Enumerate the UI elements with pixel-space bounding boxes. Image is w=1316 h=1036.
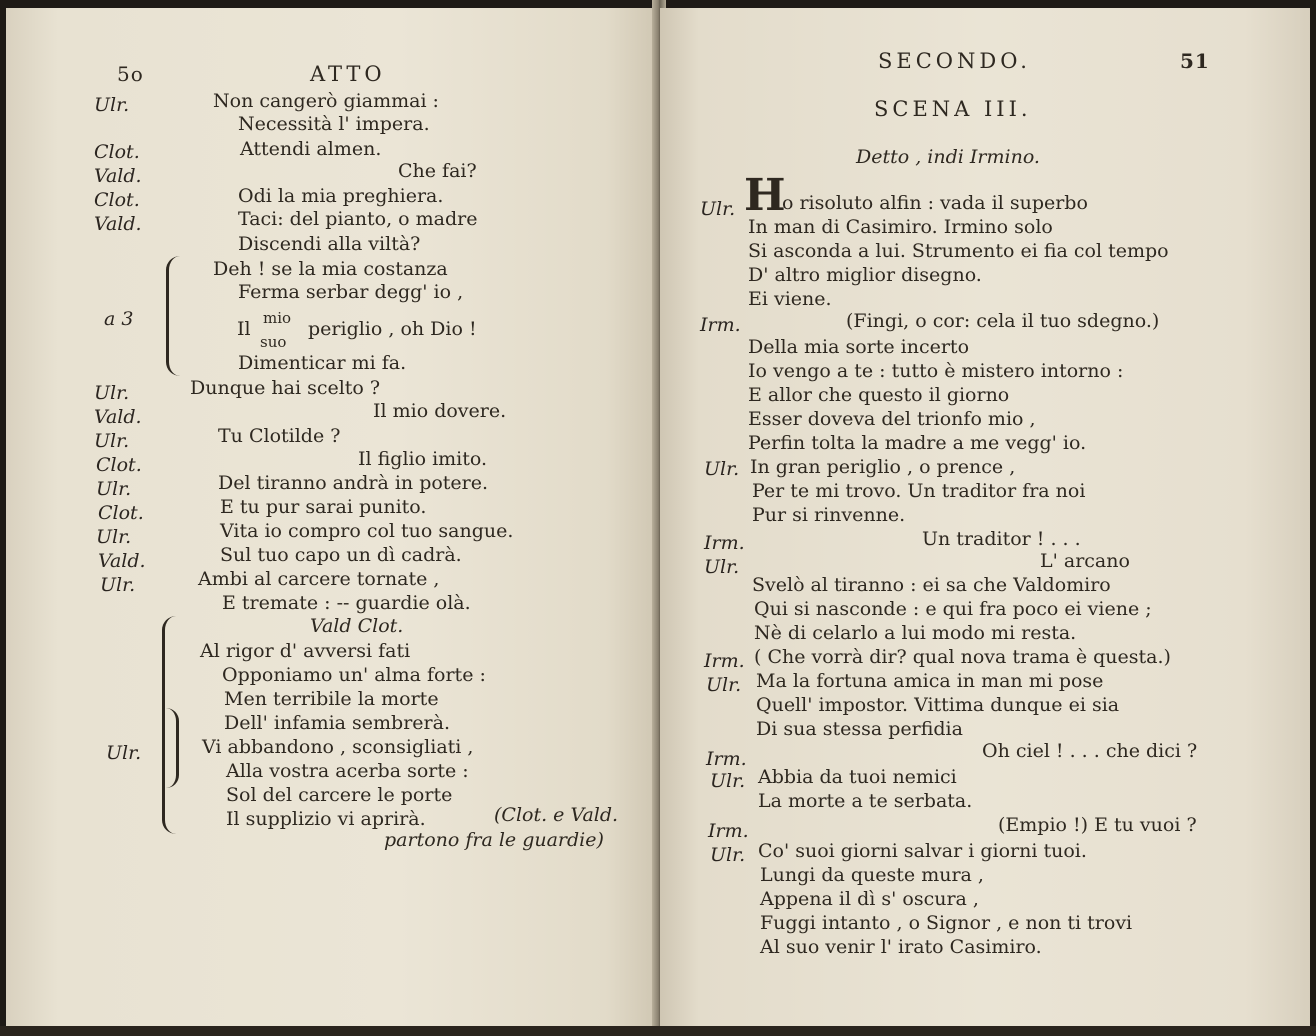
verse-line: Si asconda a lui. Strumento ei fia col tempo (748, 240, 1169, 262)
verse-line: Dimenticar mi fa. (238, 352, 407, 374)
verse-line: Opponiamo un' alma forte : (222, 664, 486, 686)
verse-line: In gran periglio , o prence , (750, 456, 1016, 478)
right-running-head: SECONDO. (878, 49, 1031, 73)
verse-line: Lungi da queste mura , (760, 864, 984, 886)
verse-line: Odi la mia preghiera. (238, 185, 444, 207)
speaker-label: Ulr. (106, 742, 142, 764)
verse-line: Men terribile la morte (224, 688, 439, 710)
verse-line: Oh ciel ! . . . che dici ? (982, 740, 1198, 762)
verse-line: Sul tuo capo un dì cadrà. (220, 544, 462, 566)
verse-line: Deh ! se la mia costanza (213, 258, 448, 280)
verse-line: Fuggi intanto , o Signor , e non ti trovi (760, 912, 1133, 934)
right-folio: 51 (1180, 49, 1210, 73)
verse-line: Necessità l' impera. (238, 113, 430, 135)
verse-line: Discendi alla viltà? (238, 233, 421, 255)
stage-direction: Vald Clot. (310, 615, 404, 637)
verse-line: periglio , oh Dio ! (308, 318, 477, 340)
speaker-label: Ulr. (710, 770, 746, 792)
verse-line: Il supplizio vi aprirà. (226, 808, 426, 830)
verse-line: D' altro miglior disegno. (748, 264, 982, 286)
left-brace (166, 256, 183, 376)
stage-direction: partono fra le guardie) (384, 829, 604, 851)
verse-line: Nè di celarlo a lui modo mi resta. (754, 622, 1077, 644)
verse-line: Al rigor d' avversi fati (200, 640, 411, 662)
speaker-label: Vald. (98, 550, 146, 572)
verse-line: Della mia sorte incerto (748, 336, 970, 358)
verse-line: Il figlio imito. (358, 448, 488, 470)
left-running-head: ATTO (310, 62, 386, 86)
verse-line: Ferma serbar degg' io , (238, 281, 464, 303)
speaker-label: Ulr. (704, 556, 740, 578)
verse-line: Appena il dì s' oscura , (760, 888, 979, 910)
verse-line: Di sua stessa perfidia (756, 718, 963, 740)
verse-line: (Empio !) E tu vuoi ? (998, 814, 1197, 836)
verse-line: Abbia da tuoi nemici (758, 766, 957, 788)
verse-line: Un traditor ! . . . (922, 528, 1081, 550)
mio-word: mio (263, 309, 292, 327)
verse-line: E tremate : -- guardie olà. (222, 592, 471, 614)
drop-cap: H (744, 170, 786, 221)
verse-line: Qui si nasconde : e qui fra poco ei viene ; (754, 598, 1152, 620)
a3-label: a 3 (104, 308, 134, 330)
speaker-label: Ulr. (96, 526, 132, 548)
verse-line: Sol del carcere le porte (226, 784, 453, 806)
verse-line: o risoluto alfin : vada il superbo (782, 192, 1088, 214)
speaker-label: Ulr. (96, 478, 132, 500)
verse-line: Perfin tolta la madre a me vegg' io. (748, 432, 1087, 454)
speaker-label: Vald. (94, 213, 142, 235)
verse-line: E tu pur sarai punito. (220, 496, 427, 518)
verse-line: Attendi almen. (240, 138, 382, 160)
verse-line: Alla vostra acerba sorte : (226, 760, 469, 782)
verse-line: Ma la fortuna amica in man mi pose (756, 670, 1104, 692)
ulr-brace (166, 708, 179, 788)
suo-word: suo (260, 333, 287, 351)
speaker-label: Clot. (94, 141, 140, 163)
verse-line: Al suo venir l' irato Casimiro. (760, 936, 1042, 958)
speaker-label: Vald. (94, 165, 142, 187)
verse-line: Il mio dovere. (373, 400, 507, 422)
verse-line: ( Che vorrà dir? qual nova trama è questa.) (754, 646, 1171, 668)
verse-line: Pur si rinvenne. (752, 504, 906, 526)
verse-line: Taci: del pianto, o madre (238, 208, 478, 230)
stage-direction: Detto , indi Irmino. (856, 146, 1040, 168)
verse-line: Tu Clotilde ? (218, 425, 341, 447)
speaker-label: Irm. (704, 650, 745, 672)
verse-line: (Fingi, o cor: cela il tuo sdegno.) (846, 310, 1160, 332)
verse-line: Dunque hai scelto ? (190, 377, 381, 399)
speaker-label: Irm. (704, 532, 745, 554)
left-folio: 5o (117, 62, 144, 86)
verse-line: Svelò al tiranno : ei sa che Valdomiro (752, 574, 1111, 596)
verse-line: Co' suoi giorni salvar i giorni tuoi. (758, 840, 1087, 862)
verse-line: Quell' impostor. Vittima dunque ei sia (756, 694, 1120, 716)
verse-line: Del tiranno andrà in potere. (218, 472, 489, 494)
speaker-label: Clot. (98, 502, 144, 524)
speaker-label: Ulr. (704, 458, 740, 480)
verse-line: Ambi al carcere tornate , (198, 568, 440, 590)
verse-line: Dell' infamia sembrerà. (224, 712, 450, 734)
speaker-label: Ulr. (710, 844, 746, 866)
verse-line: In man di Casimiro. Irmino solo (748, 216, 1053, 238)
verse-line: Vi abbandono , sconsigliati , (202, 736, 474, 758)
left-page (6, 8, 658, 1026)
verse-line: La morte a te serbata. (758, 790, 973, 812)
scene-title: SCENA III. (874, 97, 1032, 121)
speaker-label: Irm. (700, 314, 741, 336)
speaker-label: Ulr. (94, 430, 130, 452)
il-word: Il (237, 318, 251, 340)
book-bottom-edge (0, 1026, 1316, 1036)
speaker-label: Ulr. (700, 198, 736, 220)
verse-line: Esser doveva del trionfo mio , (748, 408, 1036, 430)
verse-line: Ei viene. (748, 288, 832, 310)
verse-line: Che fai? (398, 160, 477, 182)
right-page (660, 8, 1310, 1026)
speaker-label: Ulr. (94, 94, 130, 116)
speaker-label: Ulr. (706, 674, 742, 696)
speaker-label: Clot. (96, 454, 142, 476)
verse-line: Vita io compro col tuo sangue. (220, 520, 514, 542)
speaker-label: Vald. (94, 406, 142, 428)
speaker-label: Ulr. (100, 574, 136, 596)
stage-direction: (Clot. e Vald. (494, 804, 619, 826)
verse-line: Io vengo a te : tutto è mistero intorno : (748, 360, 1124, 382)
speaker-label: Irm. (708, 820, 749, 842)
verse-line: Non cangerò giammai : (213, 90, 439, 112)
speaker-label: Irm. (706, 748, 747, 770)
speaker-label: Clot. (94, 189, 140, 211)
verse-line: E allor che questo il giorno (748, 384, 1010, 406)
verse-line: L' arcano (1040, 550, 1130, 572)
verse-line: Per te mi trovo. Un traditor fra noi (752, 480, 1086, 502)
speaker-label: Ulr. (94, 382, 130, 404)
